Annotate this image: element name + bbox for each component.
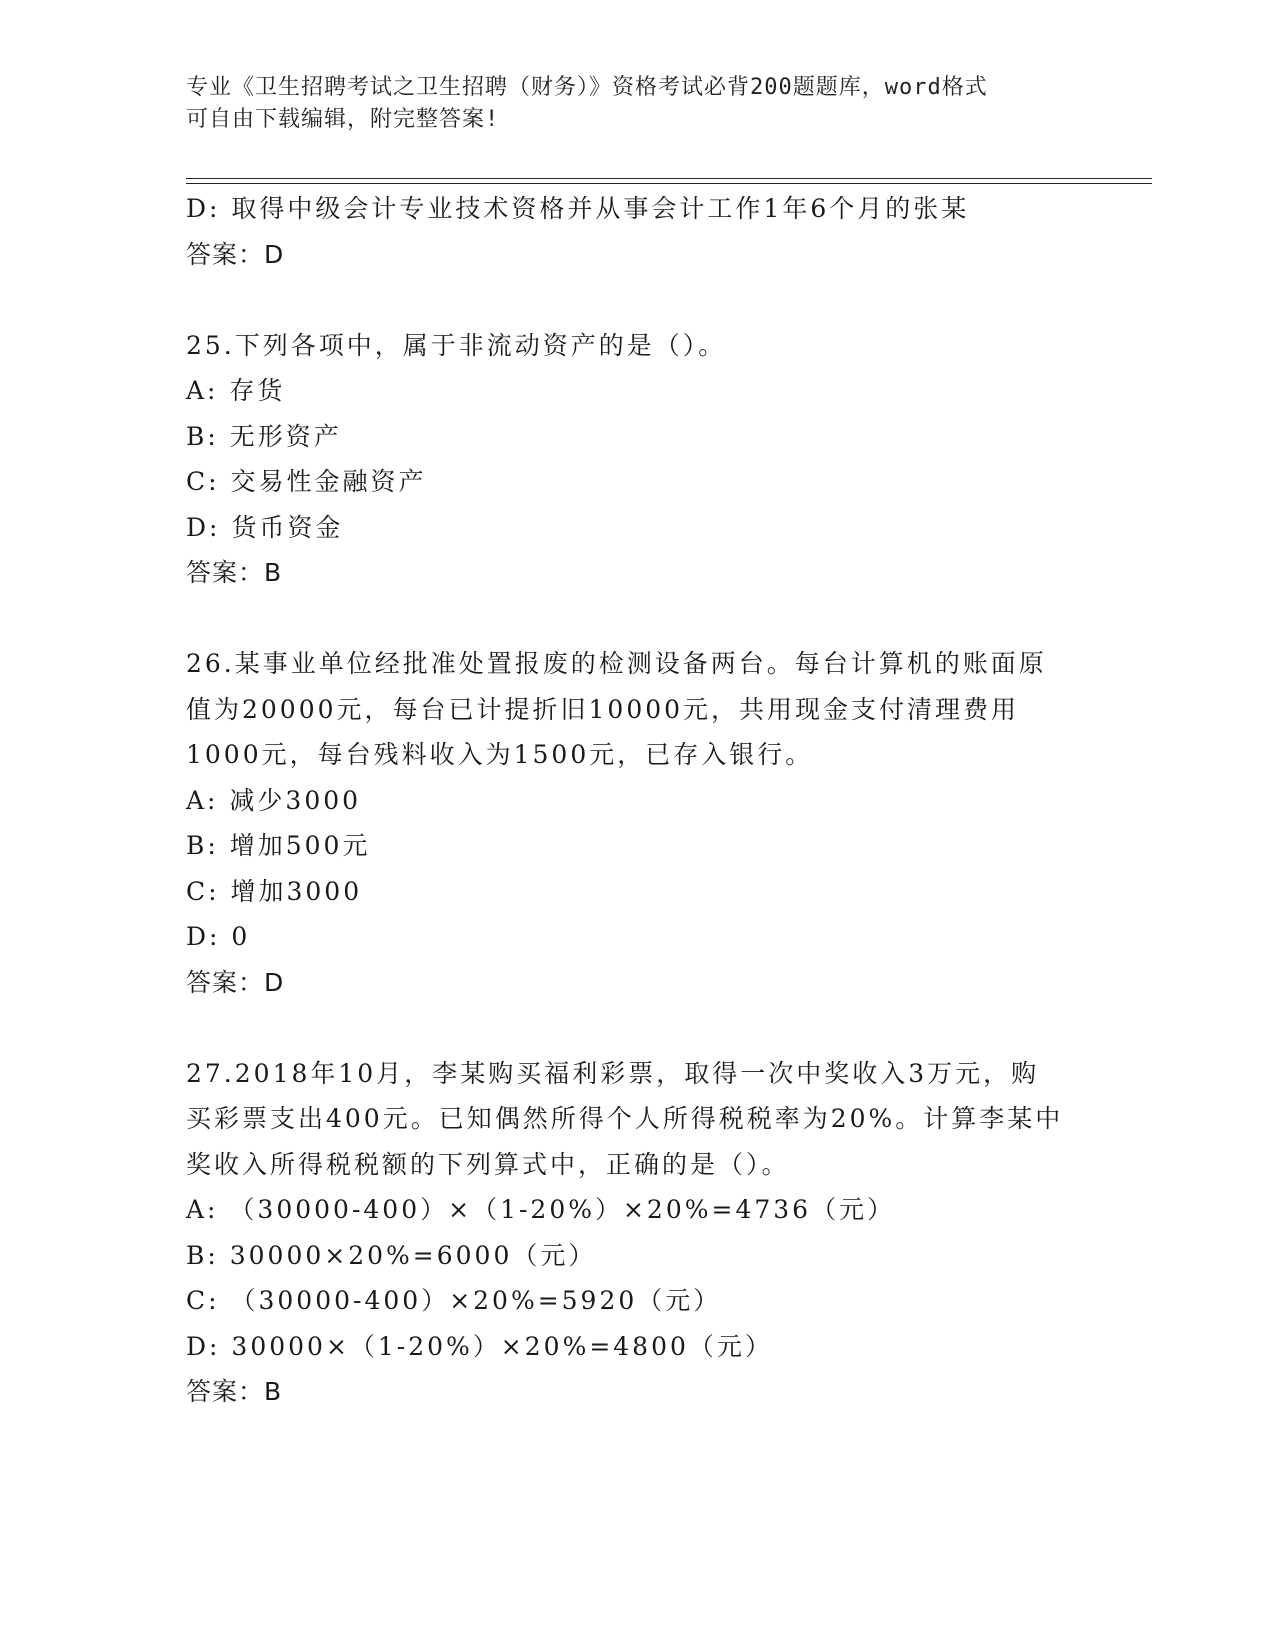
question-stem-line: 1000元，每台残料收入为1500元，已存入银行。	[186, 740, 814, 769]
answer: 答案：B	[186, 558, 283, 587]
question-stem-line: 26.某事业单位经批准处置报废的检测设备两台。每台计算机的账面原	[186, 649, 1047, 678]
header-rule-bottom	[186, 183, 1152, 184]
question-list	[186, 186, 1086, 1415]
answer: 答案：D	[186, 967, 285, 997]
option-c: C: （30000-400）×20%=5920（元）	[186, 1286, 722, 1315]
question-27	[186, 1051, 1086, 1415]
question-stem-line: 值为20000元，每台已计提折旧10000元，共用现金支付清理费用	[186, 694, 1020, 724]
prev-option-d: D: 取得中级会计专业技术资格并从事会计工作1年6个月的张某	[186, 194, 970, 223]
document-header	[186, 72, 1066, 136]
option-b: B: 30000×20%=6000（元）	[186, 1240, 597, 1270]
question-stem-line: 奖收入所得税税额的下列算式中，正确的是（）。	[186, 1149, 790, 1179]
option-a: A: （30000-400）×（1-20%）×20%=4736（元）	[186, 1195, 896, 1224]
header-line-2: 可自由下载编辑，附完整答案!	[186, 107, 500, 132]
spacer	[186, 277, 1086, 323]
header-line-1: 专业《卫生招聘考试之卫生招聘（财务）》资格考试必背200题题库，word格式	[186, 75, 988, 100]
spacer	[186, 1005, 1086, 1051]
question-stem: 25.下列各项中，属于非流动资产的是（）。	[186, 330, 727, 360]
option-b: B: 增加500元	[186, 831, 371, 860]
option-a: A: 减少3000	[186, 785, 362, 815]
question-25	[186, 323, 1086, 596]
question-stem-line: 27.2018年10月，李某购买福利彩票，取得一次中奖收入3万元，购	[186, 1058, 1040, 1088]
header-rule-top	[186, 178, 1152, 179]
answer: 答案：B	[186, 1377, 283, 1406]
option-c: C: 增加3000	[186, 876, 363, 906]
option-d: D: 30000×（1-20%）×20%=4800（元）	[186, 1331, 773, 1361]
spacer	[186, 596, 1086, 642]
prev-answer: 答案：D	[186, 239, 285, 269]
option-c: C: 交易性金融资产	[186, 467, 427, 496]
option-d: D: 0	[186, 922, 251, 951]
question-stem-line: 买彩票支出400元。已知偶然所得个人所得税税率为20%。计算李某中	[186, 1104, 1064, 1133]
option-a: A: 存货	[186, 376, 286, 405]
question-26	[186, 641, 1086, 1005]
option-d: D: 货币资金	[186, 512, 344, 542]
option-b: B: 无形资产	[186, 421, 342, 451]
